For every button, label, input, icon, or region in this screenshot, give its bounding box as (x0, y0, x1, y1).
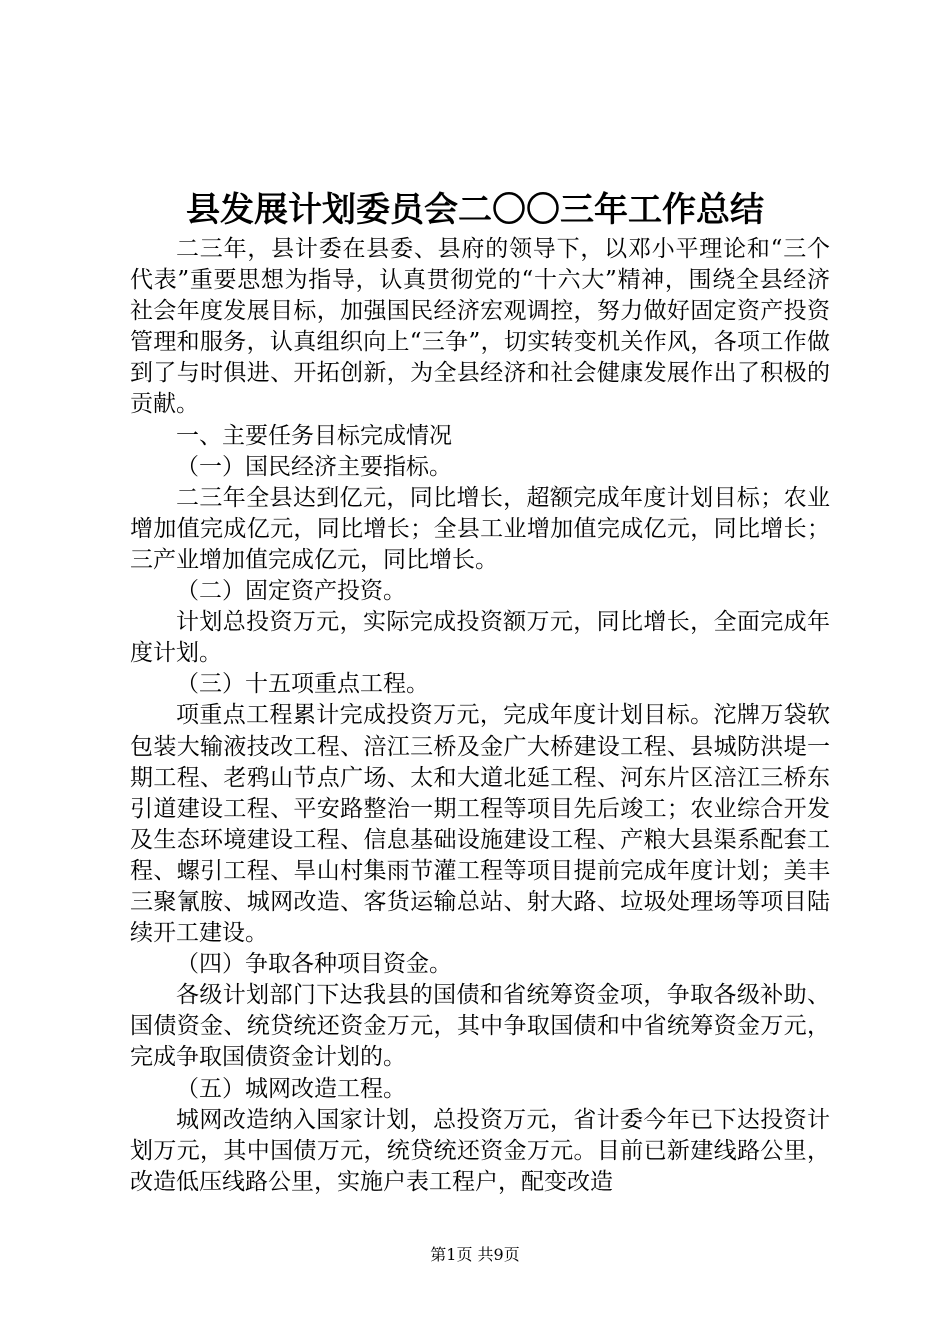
paragraph-grid-upgrade: 城网改造纳入国家计划，总投资万元，省计委今年已下达投资计划万元，其中国债万元，统贷统还资金万元。目前已新建线路公里，改造低压线路公里，实施户表工程户，配变改造 (130, 1106, 830, 1195)
page-number-footer: 第1页 共9页 (430, 1245, 520, 1264)
subsection-heading-5: （五）城网改造工程。 (176, 1075, 406, 1102)
paragraph-investment: 计划总投资万元，实际完成投资额万元，同比增长，全面完成年度计划。 (130, 609, 830, 667)
document-body (130, 234, 830, 1198)
subsection-heading-1: （一）国民经济主要指标。 (176, 453, 452, 480)
subsection-heading-3: （三）十五项重点工程。 (176, 671, 429, 698)
paragraph-economy: 二三年全县达到亿元，同比增长，超额完成年度计划目标；农业增加值完成亿元，同比增长；全县工业增加值完成亿元，同比增长；三产业增加值完成亿元，同比增长。 (130, 484, 830, 573)
paragraph-key-projects: 项重点工程累计完成投资万元，完成年度计划目标。沱牌万袋软包装大输液技改工程、涪江三桥及金广大桥建设工程、县城防洪堤一期工程、老鸦山节点广场、太和大道北延工程、河东片区涪江三桥东引道建设工程、平安路整治一期工程等项目先后竣工；农业综合开发及生态环境建设工程、信息基础设施建设工程、产粮大县渠系配套工程、螺引工程、旱山村集雨节灌工程等项目提前完成年度计划；美丰三聚氰胺、城网改造、客货运输总站、射大路、垃圾处理场等项目陆续开工建设。 (130, 702, 830, 947)
paragraph-intro: 二三年，县计委在县委、县府的领导下，以邓小平理论和“三个代表”重要思想为指导，认真贯彻党的“十六大”精神，围绕全县经济社会年度发展目标，加强国民经济宏观调控，努力做好固定资产投资管理和服务，认真组织向上“三争”，切实转变机关作风，各项工作做到了与时俱进、开拓创新，为全县经济和社会健康发展作出了积极的贡献。 (130, 236, 830, 418)
subsection-heading-2: （二）固定资产投资。 (176, 578, 406, 605)
subsection-heading-4: （四）争取各种项目资金。 (176, 951, 452, 978)
paragraph-funding: 各级计划部门下达我县的国债和省统筹资金项，争取各级补助、国债资金、统贷统还资金万元，其中争取国债和中省统筹资金万元，完成争取国债资金计划的。 (130, 982, 830, 1071)
section-heading-1: 一、主要任务目标完成情况 (176, 422, 452, 449)
document-title: 县发展计划委员会二〇〇三年工作总结 (186, 190, 764, 230)
